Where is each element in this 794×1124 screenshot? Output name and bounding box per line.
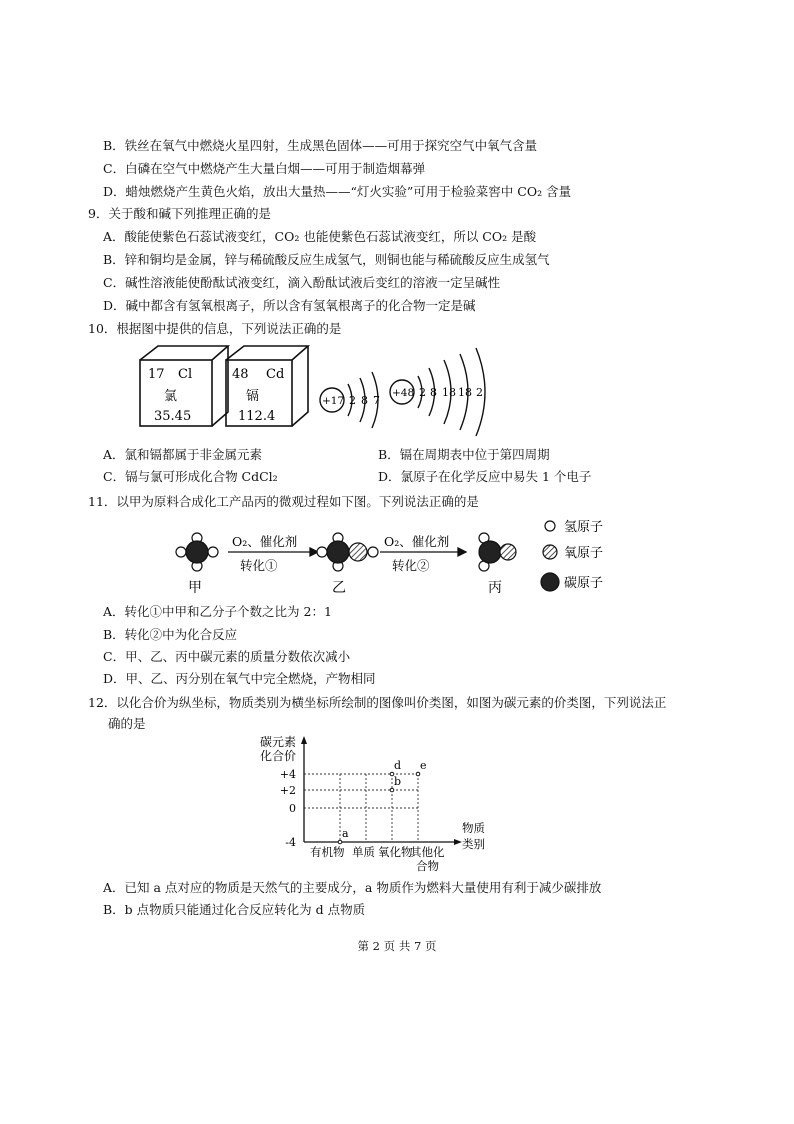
- cl-mass: 35.45: [154, 409, 192, 424]
- q9-stem: 9．关于酸和碱下列推理正确的是: [88, 206, 271, 221]
- x-category-other-line2: 合物: [416, 859, 439, 872]
- q9-option-a: A．酸能使紫色石蕊试液变红，CO₂ 也能使紫色石蕊试液变红，所以 CO₂ 是酸: [103, 229, 537, 244]
- q9-option-d: D．碱中都含有氢氧根离子，所以含有氢氧根离子的化合物一定是碱: [103, 298, 476, 313]
- data-point-label-e: e: [420, 759, 427, 772]
- q12-stem-line2: 确的是: [108, 716, 146, 731]
- data-point-a: [338, 840, 342, 844]
- q11-stem: 11．以甲为原料合成化工产品丙的微观过程如下图。下列说法正确的是: [88, 494, 479, 509]
- q12-option-a: A．已知 a 点对应的物质是天然气的主要成分，a 物质作为燃料大量使用有利于减少碳排放: [103, 880, 602, 895]
- legend-carbon-icon: [541, 573, 559, 591]
- data-point-b: [390, 788, 394, 792]
- q8-option-c: C．白磷在空气中燃烧产生大量白烟——可用于制造烟幕弹: [103, 161, 426, 176]
- q11-option-c: C．甲、乙、丙中碳元素的质量分数依次减小: [103, 649, 351, 664]
- x-axis-arrow: [454, 839, 462, 845]
- cd-shell-1: 2: [419, 386, 426, 399]
- data-point-label-a: a: [342, 827, 349, 840]
- cl-symbol: Cl: [178, 367, 193, 382]
- q12-stem-line1: 12．以化合价为纵坐标，物质类别为横坐标所绘制的图像叫价类图，如图为碳元素的价类图，下列说法正: [88, 695, 667, 710]
- q10-option-a: A．氯和镉都属于非金属元素: [103, 447, 263, 462]
- arrow-1: [228, 548, 318, 556]
- cd-shell-5: 2: [476, 386, 483, 399]
- q11-option-d: D．甲、乙、丙分别在氧气中完全燃烧，产物相同: [103, 671, 376, 686]
- q10-option-c: C．镉与氯可形成化合物 CdCl₂: [103, 469, 278, 484]
- x-category-oxide: 氧化物: [378, 845, 413, 859]
- cl-shell-1: 2: [349, 394, 356, 407]
- q10-option-d: D．氯原子在化学反应中易失 1 个电子: [378, 469, 592, 484]
- label-yi: 乙: [332, 580, 346, 596]
- q10-stem: 10．根据图中提供的信息，下列说法正确的是: [88, 321, 342, 336]
- q11-reaction-figure: [170, 512, 620, 602]
- legend: [541, 521, 559, 591]
- x-category-organic: 有机物: [310, 845, 345, 859]
- legend-hydrogen: 氢原子: [564, 520, 604, 535]
- legend-oxygen: 氧原子: [564, 546, 604, 561]
- cl-name: 氯: [164, 389, 178, 404]
- cd-name: 镉: [246, 389, 260, 404]
- legend-hydrogen-icon: [545, 521, 555, 531]
- cl-number: 17: [148, 367, 165, 382]
- legend-carbon: 碳原子: [564, 576, 604, 591]
- legend-oxygen-icon: [543, 545, 557, 559]
- x-axis-label-line1: 物质: [462, 821, 485, 835]
- cl-shell-2: 8: [361, 394, 368, 407]
- molecule-bing: [479, 533, 516, 571]
- label-bing: 丙: [488, 580, 502, 596]
- data-point-label-d: d: [394, 759, 402, 772]
- y-tick-label: -4: [285, 836, 296, 849]
- molecule-yi: [317, 533, 378, 571]
- molecule-jia: [176, 533, 218, 571]
- y-tick-label: 0: [289, 802, 296, 815]
- data-point-label-b: b: [394, 775, 402, 788]
- y-axis-arrow: [301, 736, 307, 744]
- x-axis-label-line2: 类别: [462, 837, 485, 851]
- cl-nucleus: +17: [322, 395, 345, 407]
- arrow-2: [380, 548, 466, 556]
- cl-shell-3: 7: [373, 394, 380, 407]
- carbon-valence-chart: [240, 732, 500, 872]
- q10-option-b: B．镉在周期表中位于第四周期: [378, 447, 550, 462]
- q12-option-b: B．b 点物质只能通过化合反应转化为 d 点物质: [103, 902, 366, 917]
- cd-mass: 112.4: [238, 409, 276, 424]
- q11-option-b: B．转化②中为化合反应: [103, 627, 238, 642]
- cd-nucleus: +48: [392, 387, 415, 399]
- x-category-other-line1: 其他化: [410, 845, 445, 859]
- page-footer: 第 2 页 共 7 页: [357, 939, 437, 953]
- y-tick-label: +4: [279, 768, 296, 781]
- q11-option-a: A．转化①中甲和乙分子个数之比为 2：1: [103, 604, 332, 619]
- q8-option-d: D．蜡烛燃烧产生黄色火焰，放出大量热——“灯火实验”可用于检验菜窖中 CO₂ 含量: [103, 184, 572, 199]
- cd-shell-2: 8: [430, 386, 437, 399]
- data-point-d: [390, 772, 394, 776]
- q8-option-b: B．铁丝在氧气中燃烧火星四射，生成黑色固体——可用于探究空气中氧气含量: [103, 138, 538, 153]
- arrow2-label: 转化②: [392, 558, 430, 573]
- label-jia: 甲: [188, 580, 202, 596]
- cd-shell-4: 18: [458, 386, 472, 399]
- y-axis-label-line1: 碳元素: [260, 735, 297, 749]
- arrow1-label: 转化①: [240, 558, 278, 573]
- y-axis-label-line2: 化合价: [260, 749, 297, 763]
- q9-option-c: C．碱性溶液能使酚酞试液变红，滴入酚酞试液后变红的溶液一定呈碱性: [103, 275, 501, 290]
- q9-option-b: B．锌和铜均是金属，锌与稀硫酸反应生成氢气，则铜也能与稀硫酸反应生成氢气: [103, 252, 550, 267]
- cd-symbol: Cd: [266, 367, 285, 382]
- arrow1-conditions: O₂、催化剂: [232, 534, 298, 549]
- cd-number: 48: [232, 367, 249, 382]
- y-tick-label: +2: [279, 784, 296, 797]
- data-point-e: [416, 772, 420, 776]
- cd-shell-3: 18: [442, 386, 456, 399]
- arrow2-conditions: O₂、催化剂: [384, 534, 450, 549]
- q10-figure: [130, 340, 510, 440]
- x-category-element: 单质: [352, 845, 375, 859]
